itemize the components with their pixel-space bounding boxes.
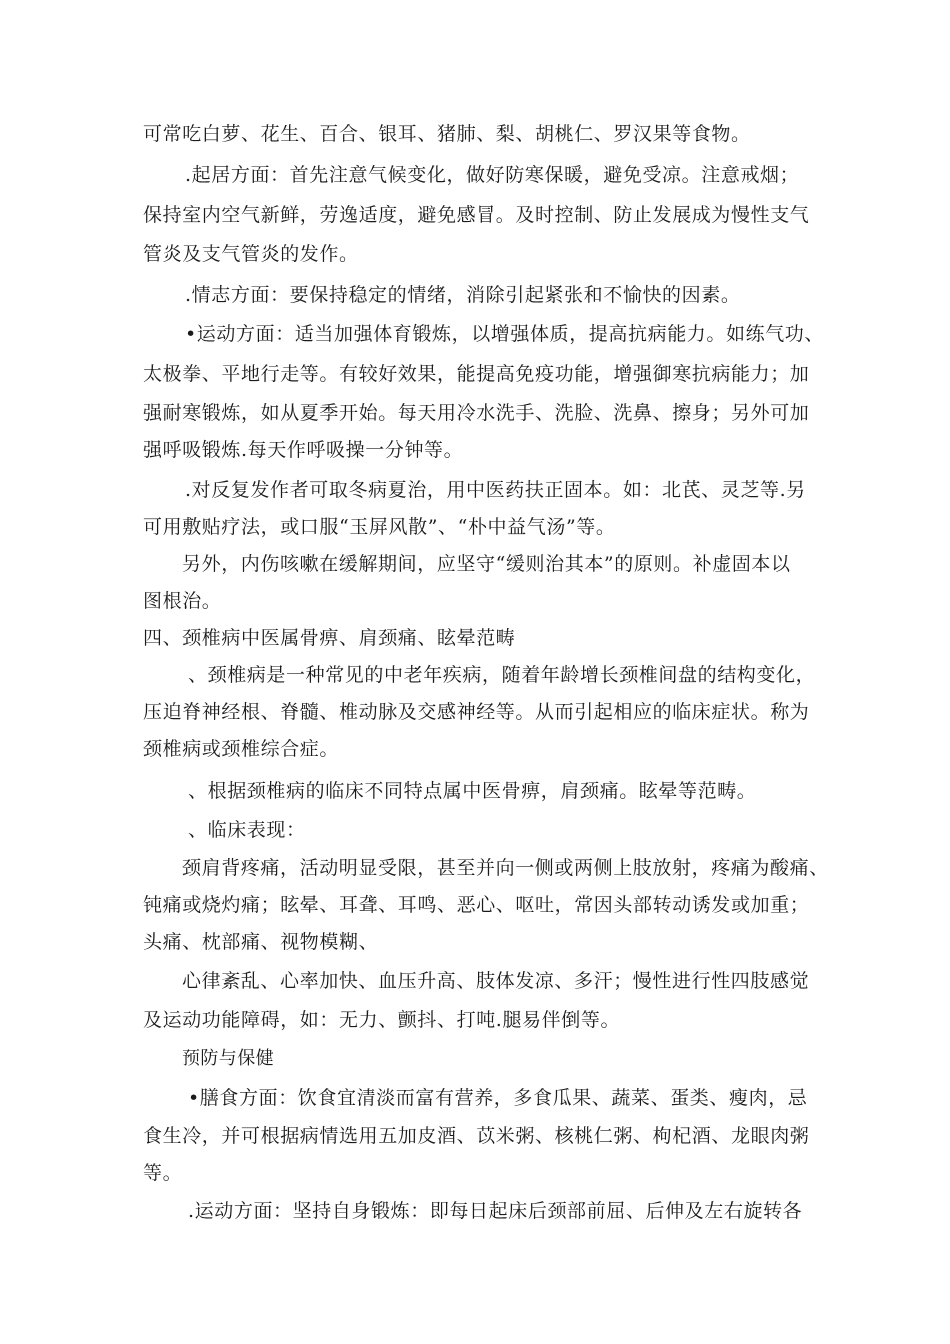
text-line: 另外，内伤咳嗽在缓解期间，应坚守“缓则治其本”的原则。补虚固本以 (182, 553, 791, 575)
text-line: 等。 (143, 1162, 183, 1184)
text-line: 、临床表现： (188, 819, 306, 841)
text-line: .情志方面：要保持稳定的情绪，消除引起紧张和不愉快的因素。 (185, 284, 741, 306)
text-line: .对反复发作者可取冬病夏治，用中医药扶正固本。如：北芪、灵芝等.另 (185, 479, 806, 501)
text-line: 、根据颈椎病的临床不同特点属中医骨痹，肩颈痛。眩晕等范畴。 (188, 780, 757, 802)
section-heading: 四、颈椎病中医属骨痹、肩颈痛、眩晕范畴 (143, 627, 516, 649)
text-line: 食生冷，并可根据病情选用五加皮酒、苡米粥、核桃仁粥、枸杞酒、龙眼肉粥 (143, 1125, 810, 1147)
text-line: 颈椎病或颈椎综合症。 (143, 738, 340, 760)
text-line: 颈肩背疼痛，活动明显受限，甚至并向一侧或两侧上肢放射，疼痛为酸痛、 (182, 857, 829, 879)
text-line: 强呼吸锻炼.每天作呼吸操一分钟等。 (143, 439, 464, 461)
text-line: 、颈椎病是一种常见的中老年疾病，随着年龄增长颈椎间盘的结构变化， (188, 664, 816, 686)
text-line: 心律紊乱、心率加快、血压升高、肢体发凉、多汗；慢性进行性四肢感觉 (182, 970, 810, 992)
text-line: •运动方面：适当加强体育锻炼，以增强体质，提高抗病能力。如练气功、 (185, 323, 825, 345)
text-line: 图根治。 (143, 590, 222, 612)
text-line: 压迫脊神经根、脊髓、椎动脉及交感神经等。从而引起相应的临床症状。称为 (143, 701, 810, 723)
text-line: .运动方面：坚持自身锻炼：即每日起床后颈部前屈、后伸及左右旋转各 (188, 1200, 803, 1222)
text-line: 钝痛或烧灼痛；眩晕、耳聋、耳鸣、恶心、呕吐，常因头部转动诱发或加重； (143, 894, 810, 916)
text-line: •膳食方面：饮食宜清淡而富有营养，多食瓜果、蔬菜、蛋类、瘦肉，忌 (188, 1087, 808, 1109)
text-line: 可常吃白萝、花生、百合、银耳、猪肺、梨、胡桃仁、罗汉果等食物。 (143, 123, 751, 145)
text-line: .起居方面：首先注意气候变化，做好防寒保暖，避免受凉。注意戒烟； (185, 164, 800, 186)
text-line: 太极拳、平地行走等。有较好效果，能提高免疫功能，增强御寒抗病能力；加 (143, 363, 810, 385)
text-line: 可用敷贴疗法，或口服“玉屏风散”、“朴中益气汤”等。 (143, 516, 616, 538)
text-line: 管炎及支气管炎的发作。 (143, 243, 359, 265)
subsection-heading: 预防与保健 (182, 1048, 274, 1069)
text-line: 及运动功能障碍，如：无力、颤抖、打吨.腿易伴倒等。 (143, 1009, 621, 1031)
text-line: 头痛、枕部痛、视物模糊、 (143, 931, 379, 953)
text-line: 强耐寒锻炼，如从夏季开始。每天用冷水洗手、洗脸、洗鼻、擦身；另外可加 (143, 402, 810, 424)
text-line: 保持室内空气新鲜，劳逸适度，避免感冒。及时控制、防止发展成为慢性支气 (143, 204, 810, 226)
